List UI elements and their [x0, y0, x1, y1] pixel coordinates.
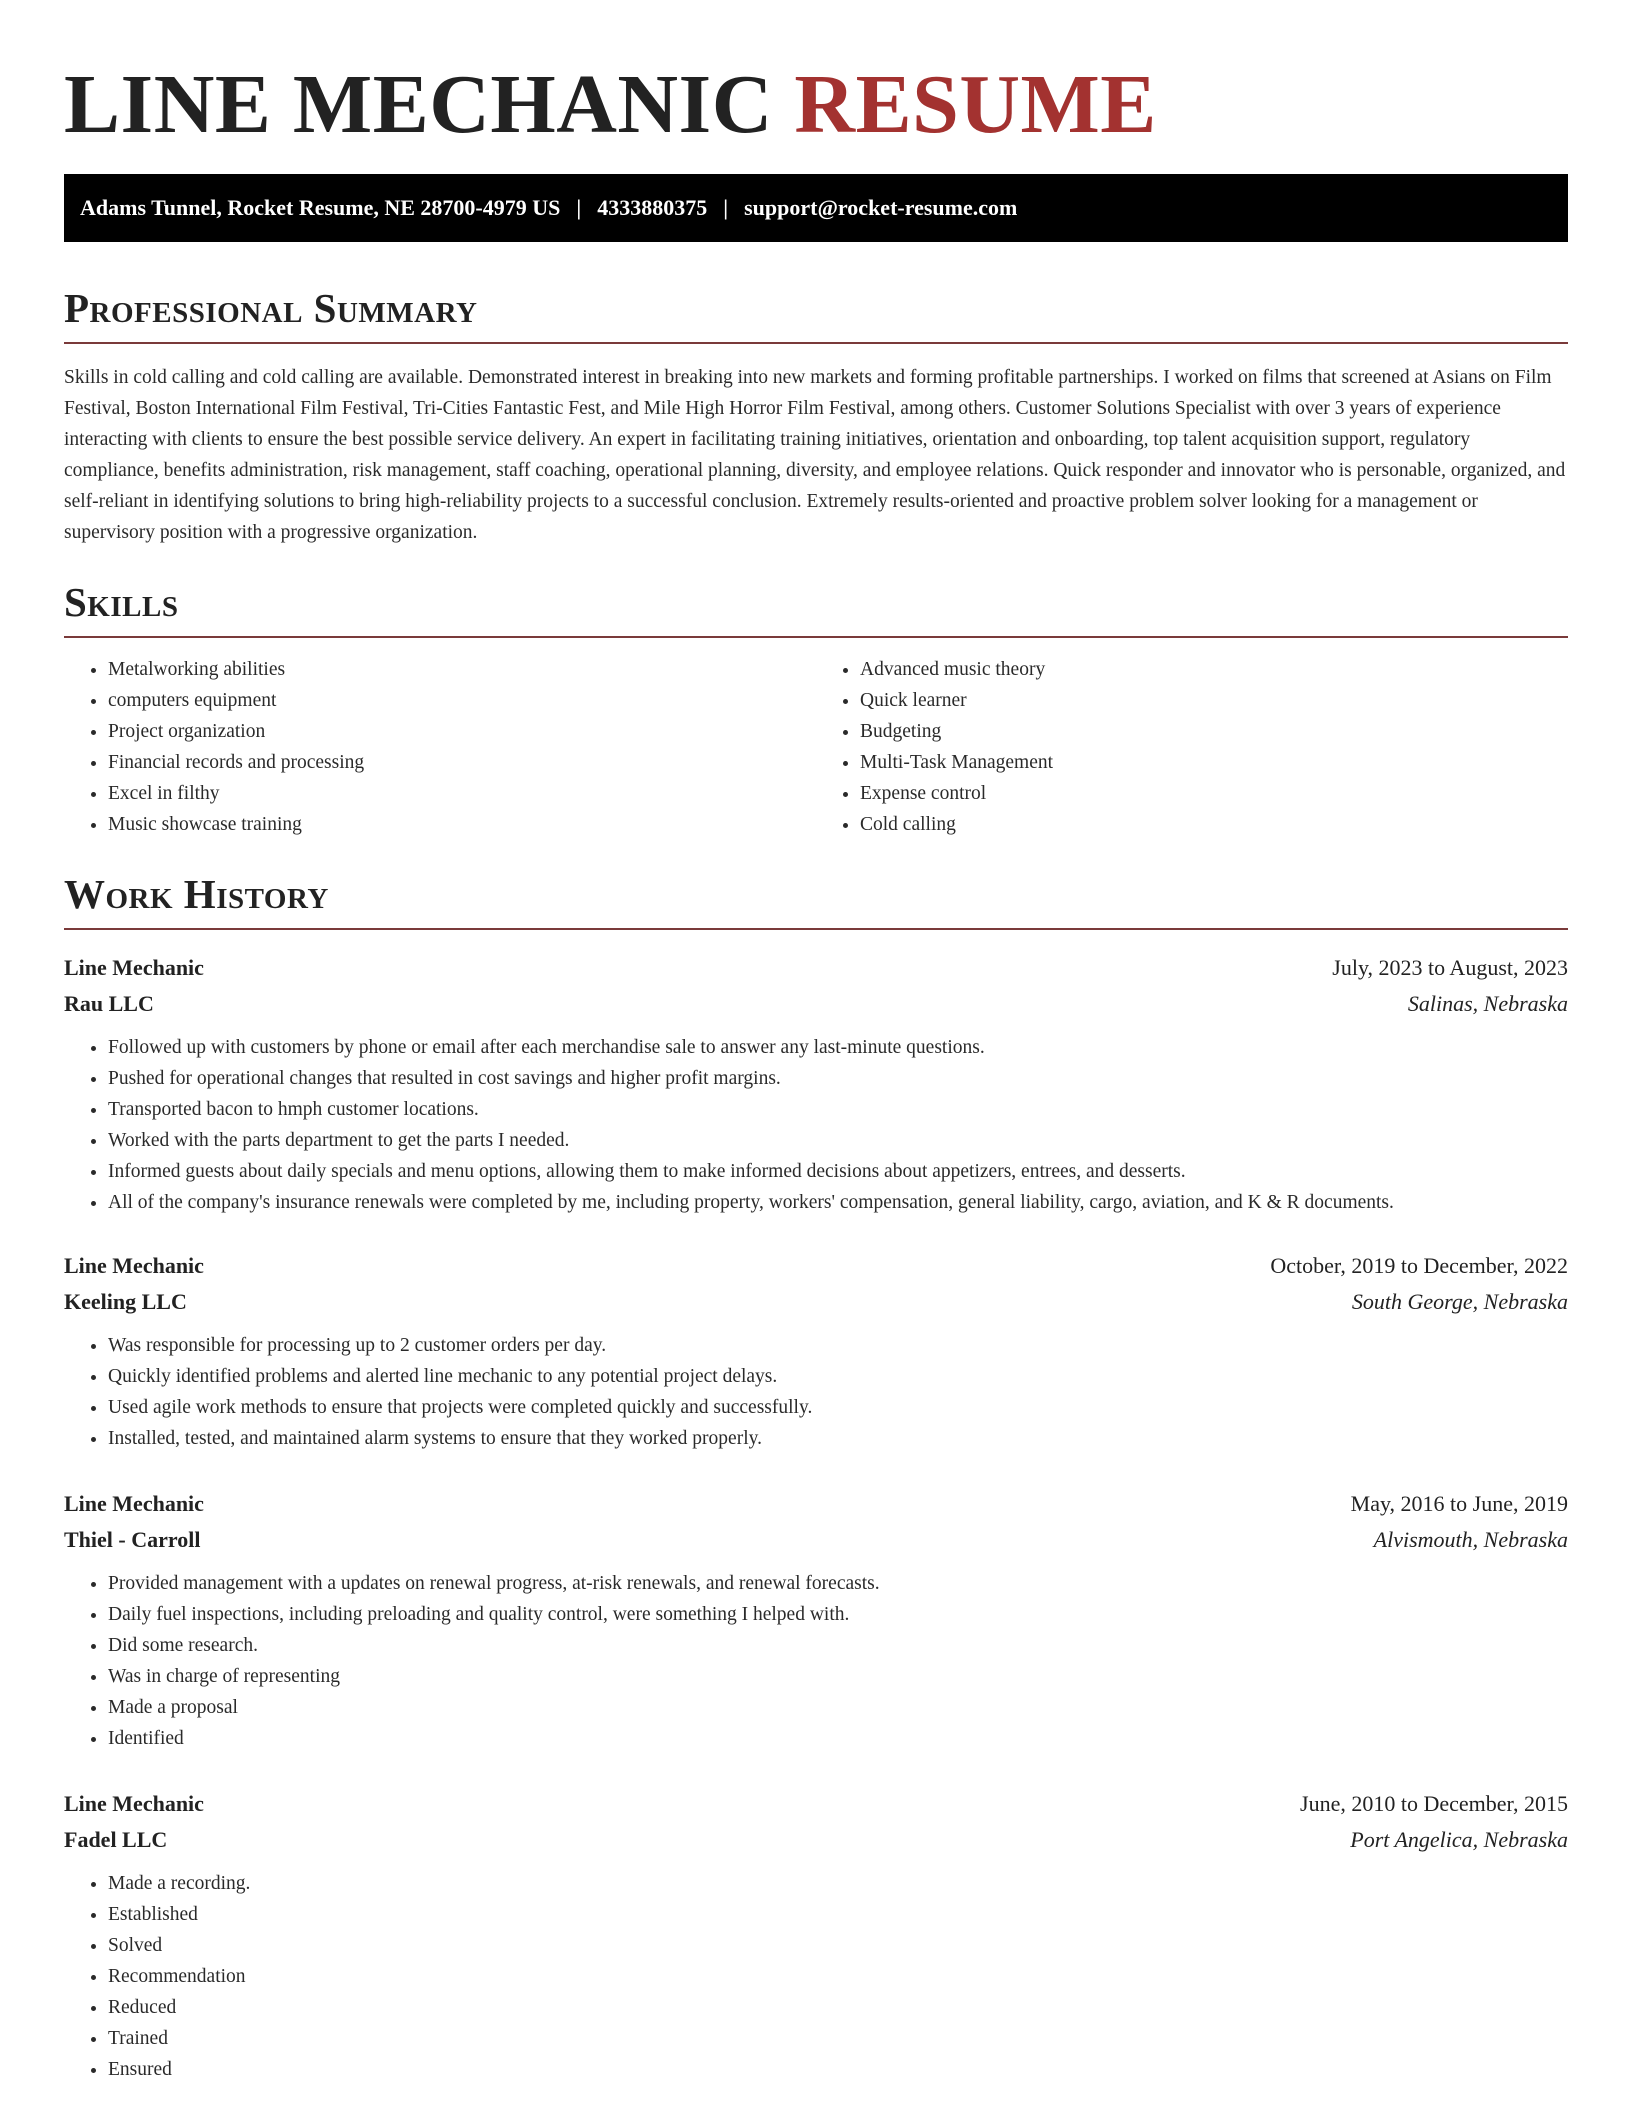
- contact-bar: [64, 174, 1568, 242]
- skill-item: • Cold calling: [860, 809, 1568, 840]
- job-bullets: [64, 1032, 1568, 1218]
- job-bullets: [64, 1568, 1568, 1754]
- job-entry: [64, 950, 1568, 1218]
- contact-address: Adams Tunnel, Rocket Resume, NE 28700-4979 US: [80, 195, 561, 220]
- job-bullet: • Was in charge of representing: [108, 1661, 1568, 1692]
- summary-divider: [64, 342, 1568, 344]
- skill-item: • Financial records and processing: [108, 747, 816, 778]
- job-bullets: [64, 1868, 1568, 2085]
- work-history-heading: Work History: [64, 871, 329, 917]
- job-bullet: • Established: [108, 1899, 1568, 1930]
- skill-item: • Metalworking abilities: [108, 654, 816, 685]
- job-bullet: • Did some research.: [108, 1630, 1568, 1661]
- job-header-row: [64, 950, 1568, 986]
- skills-heading: Skills: [64, 579, 179, 625]
- job-list: [64, 950, 1568, 2085]
- job-company-row: [64, 1822, 1568, 1858]
- skills-divider: [64, 636, 1568, 638]
- contact-separator: |: [576, 195, 582, 220]
- job-header-row: [64, 1486, 1568, 1522]
- contact-phone: 4333880375: [597, 195, 708, 220]
- job-dates: June, 2010 to December, 2015: [1300, 1791, 1568, 1816]
- title-accent: RESUME: [794, 58, 1157, 151]
- job-company-row: [64, 1522, 1568, 1558]
- job-entry: [64, 1786, 1568, 2085]
- job-header-row: [64, 1248, 1568, 1284]
- title-main: LINE MECHANIC: [64, 58, 773, 151]
- job-company-row: [64, 986, 1568, 1022]
- contact-email[interactable]: support@rocket-resume.com: [744, 195, 1018, 220]
- job-entry: [64, 1486, 1568, 1754]
- job-bullet: • Quickly identified problems and alerted line mechanic to any potential project delays.: [108, 1361, 1568, 1392]
- job-company: Rau LLC: [64, 991, 154, 1016]
- job-title: Line Mechanic: [64, 1491, 204, 1516]
- job-bullet: • Pushed for operational changes that resulted in cost savings and higher profit margins.: [108, 1063, 1568, 1094]
- skill-item: • computers equipment: [108, 685, 816, 716]
- job-dates: July, 2023 to August, 2023: [1332, 955, 1568, 980]
- job-dates: May, 2016 to June, 2019: [1350, 1491, 1568, 1516]
- skills-columns: [64, 654, 1568, 840]
- work-history-section: [64, 868, 1568, 2085]
- job-bullet: • Identified: [108, 1723, 1568, 1754]
- summary-text: Skills in cold calling and cold calling are available. Demonstrated interest in breaking into new markets and forming profitable partnerships. I worked on films that screened at Asians on Film Festival, Boston International Film Festival, Tri-Cities Fantastic Fest, and Mile High Horror Film Festival, among others. Customer Solutions Specialist with over 3 years of experience interacting with clients to ensure the best possible service delivery. An expert in facilitating training initiatives, orientation and onboarding, top talent acquisition support, regulatory compliance, benefits administration, risk management, staff coaching, operational planning, diversity, and employee relations. Quick responder and innovator who is personable, organized, and self-reliant in identifying solutions to bring high-reliability projects to a successful conclusion. Extremely results-oriented and proactive problem solver looking for a management or supervisory position with a progressive organization.: [64, 367, 1566, 543]
- skills-section: [64, 576, 1568, 840]
- job-bullet: • Informed guests about daily specials and menu options, allowing them to make informed decisions about appetizers, entrees, and desserts.: [108, 1156, 1568, 1187]
- contact-separator: |: [723, 195, 729, 220]
- skills-list-right: [816, 654, 1568, 840]
- job-bullet: • Was responsible for processing up to 2 customer orders per day.: [108, 1330, 1568, 1361]
- job-title: Line Mechanic: [64, 1253, 204, 1278]
- job-bullet: • Made a recording.: [108, 1868, 1568, 1899]
- job-bullet: • Made a proposal: [108, 1692, 1568, 1723]
- job-location: Salinas, Nebraska: [1407, 991, 1568, 1016]
- job-title: Line Mechanic: [64, 955, 204, 980]
- skill-item: • Budgeting: [860, 716, 1568, 747]
- skill-item: • Project organization: [108, 716, 816, 747]
- job-bullet: • Trained: [108, 2023, 1568, 2054]
- job-company-row: [64, 1284, 1568, 1320]
- job-bullet: • Installed, tested, and maintained alarm systems to ensure that they worked properly.: [108, 1423, 1568, 1454]
- job-bullet: • Reduced: [108, 1992, 1568, 2023]
- job-dates: October, 2019 to December, 2022: [1270, 1253, 1568, 1278]
- skill-item: • Excel in filthy: [108, 778, 816, 809]
- job-bullet: • Worked with the parts department to get the parts I needed.: [108, 1125, 1568, 1156]
- job-location: Alvismouth, Nebraska: [1373, 1527, 1568, 1552]
- job-title: Line Mechanic: [64, 1791, 204, 1816]
- work-history-divider: [64, 928, 1568, 930]
- job-location: Port Angelica, Nebraska: [1350, 1827, 1568, 1852]
- job-bullets: [64, 1330, 1568, 1454]
- resume-page: [64, 0, 1568, 2085]
- job-company: Keeling LLC: [64, 1289, 187, 1314]
- summary-section: [64, 282, 1568, 548]
- summary-heading: Professional Summary: [64, 285, 478, 331]
- job-bullet: • Ensured: [108, 2054, 1568, 2085]
- job-entry: [64, 1248, 1568, 1454]
- job-header-row: [64, 1786, 1568, 1822]
- job-bullet: • Transported bacon to hmph customer locations.: [108, 1094, 1568, 1125]
- job-bullet: • Recommendation: [108, 1961, 1568, 1992]
- job-bullet: • Followed up with customers by phone or email after each merchandise sale to answer any last-minute questions.: [108, 1032, 1568, 1063]
- job-bullet: • Used agile work methods to ensure that projects were completed quickly and successfully.: [108, 1392, 1568, 1423]
- skill-item: • Advanced music theory: [860, 654, 1568, 685]
- skills-list-left: [64, 654, 816, 840]
- resume-title: [64, 54, 1568, 156]
- skill-item: • Multi-Task Management: [860, 747, 1568, 778]
- skill-item: • Quick learner: [860, 685, 1568, 716]
- job-bullet: • All of the company's insurance renewals were completed by me, including property, workers' compensation, general liability, cargo, aviation, and K & R documents.: [108, 1187, 1568, 1218]
- job-location: South George, Nebraska: [1351, 1289, 1568, 1314]
- skill-item: • Expense control: [860, 778, 1568, 809]
- job-bullet: • Daily fuel inspections, including preloading and quality control, were something I helped with.: [108, 1599, 1568, 1630]
- job-company: Thiel - Carroll: [64, 1527, 201, 1552]
- job-bullet: • Provided management with a updates on renewal progress, at-risk renewals, and renewal forecasts.: [108, 1568, 1568, 1599]
- skill-item: • Music showcase training: [108, 809, 816, 840]
- job-bullet: • Solved: [108, 1930, 1568, 1961]
- job-company: Fadel LLC: [64, 1827, 168, 1852]
